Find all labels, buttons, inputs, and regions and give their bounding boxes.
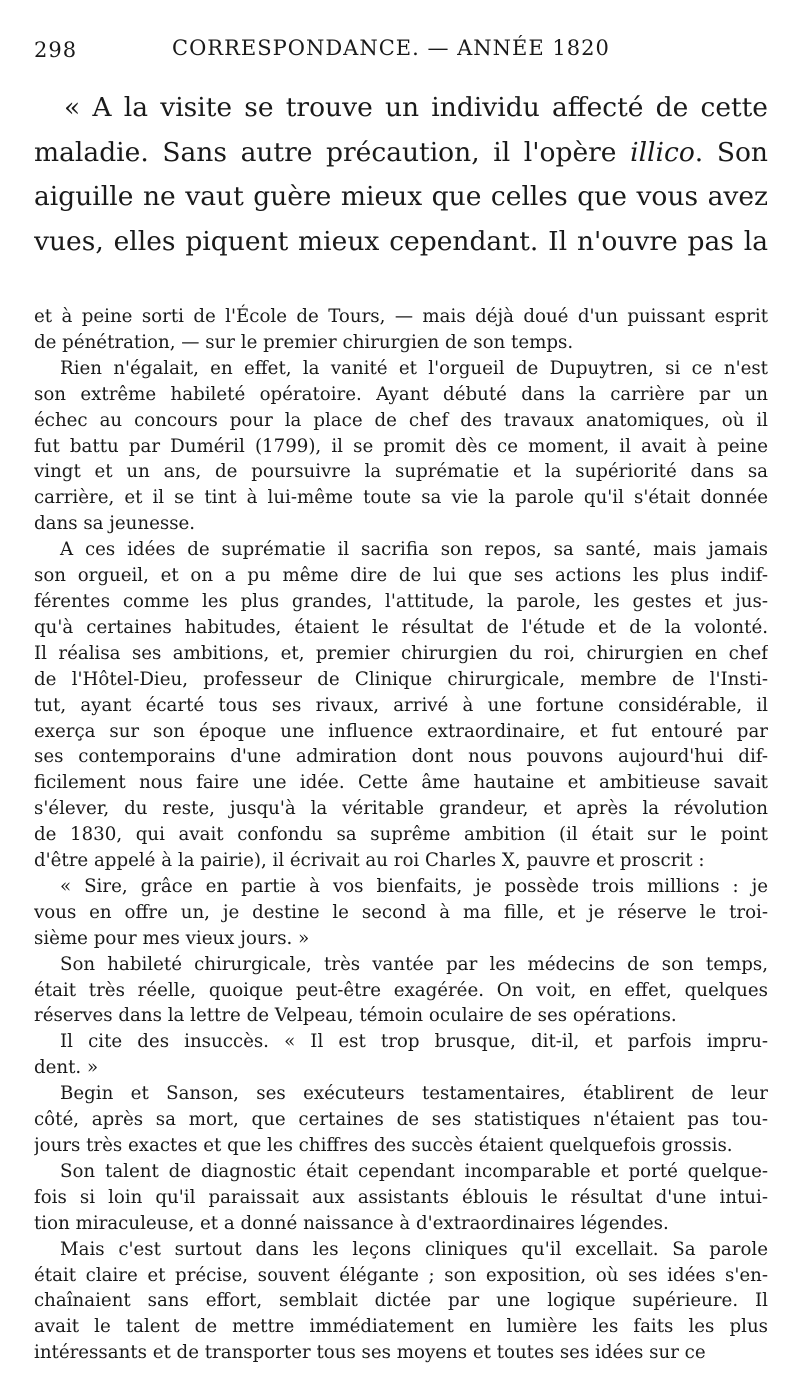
- paragraph: [34, 874, 768, 952]
- paragraph: [34, 537, 768, 874]
- text-line: A ces idées de suprématie il sacrifia son repos, sa santé, mais jamais: [60, 539, 768, 561]
- text-line: intéressants et de transporter tous ses moyens et toutes ses idées sur ce: [34, 1342, 706, 1364]
- text-line: Il réalisa ses ambitions, et, premier chirurgien du roi, chirurgien en chef: [34, 642, 768, 664]
- text-line: vous en offre un, je destine le second à ma fille, et je réserve le troi-: [34, 901, 768, 923]
- quote-line: maladie. Sans autre précaution, il l'opère illico. Son: [34, 136, 768, 168]
- text-line: était claire et précise, souvent élégante ; son exposition, où ses idées s'en-: [34, 1264, 768, 1286]
- paragraph: [34, 356, 768, 537]
- paragraph: [34, 1029, 768, 1081]
- text-line: fut battu par Duméril (1799), il se promit dès ce moment, il avait à peine: [34, 435, 768, 457]
- text-line: Son habileté chirurgicale, très vantée par les médecins de son temps,: [60, 953, 768, 975]
- text-line: son orgueil, et on a pu même dire de lui que ses actions les plus indif-: [34, 565, 768, 587]
- text-line: sième pour mes vieux jours. »: [34, 927, 310, 949]
- quote-line: aiguille ne vaut guère mieux que celles que vous avez: [34, 181, 768, 212]
- text-line: jours très exactes et que les chiffres des succès étaient quelquefois grossis.: [34, 1135, 733, 1156]
- quoted-letter-excerpt: [34, 86, 768, 264]
- text-line: fois si loin qu'il paraissait aux assistants éblouis le résultat d'une intui-: [34, 1186, 768, 1208]
- text-line: chaînaient sans effort, semblait dictée par une logique supérieure. Il: [34, 1290, 768, 1312]
- text-line: avait le talent de mettre immédiatement en lumière les faits les plus: [34, 1316, 768, 1338]
- text-line: dans sa jeunesse.: [34, 513, 196, 535]
- paragraph: [34, 952, 768, 1030]
- text-line: vingt et un ans, de poursuivre la suprématie et la supériorité dans sa: [34, 461, 768, 483]
- text-line: ses contemporains d'une admiration dont nous pouvons aujourd'hui dif-: [34, 746, 768, 768]
- text-line: Son talent de diagnostic était cependant incomparable et porté quelque-: [60, 1160, 768, 1182]
- text-line: dent. »: [34, 1057, 99, 1079]
- running-title: CORRESPONDANCE. — ANNÉE 1820: [172, 36, 610, 60]
- text-line: exerça sur son époque une influence extraordinaire, et fut entouré par: [34, 720, 768, 742]
- text-line: tion miraculeuse, et a donné naissance à d'extraordinaires légendes.: [34, 1212, 669, 1234]
- text-line: son extrême habileté opératoire. Ayant débuté dans la carrière par un: [34, 383, 768, 405]
- quote-line: « A la visite se trouve un individu affecté de cette: [64, 92, 768, 123]
- text-line: férentes comme les plus grandes, l'attitude, la parole, les gestes et jus-: [34, 590, 768, 612]
- text-line: côté, après sa mort, que certaines de ses statistiques n'étaient pas tou-: [34, 1109, 768, 1131]
- text-line: « Sire, grâce en partie à vos bienfaits, je possède trois millions : je: [60, 875, 768, 897]
- text-line: Mais c'est surtout dans les leçons cliniques qu'il excellait. Sa parole: [60, 1238, 768, 1260]
- commentary-text: [34, 304, 768, 1366]
- text-line: et à peine sorti de l'École de Tours, — mais déjà doué d'un puissant esprit: [34, 306, 768, 327]
- text-line: d'être appelé à la pairie), il écrivait au roi Charles X, pauvre et proscrit :: [34, 850, 705, 872]
- text-line: de pénétration, — sur le premier chirurgien de son temps.: [34, 331, 574, 353]
- paragraph: [34, 304, 768, 356]
- text-line: Il cite des insuccès. « Il est trop brusque, dit-il, et parfois impru-: [60, 1031, 768, 1053]
- quote-line: vues, elles piquent mieux cependant. Il n'ouvre pas la: [34, 225, 768, 257]
- text-line: de l'Hôtel-Dieu, professeur de Clinique chirurgicale, membre de l'Insti-: [34, 668, 768, 690]
- text-line: carrière, et il se tint à lui-même toute sa vie la parole qu'il s'était donnée: [34, 487, 768, 509]
- text-line: qu'à certaines habitudes, étaient le résultat de l'étude et de la volonté.: [34, 616, 768, 638]
- text-line: Begin et Sanson, ses exécuteurs testamentaires, établirent de leur: [60, 1083, 768, 1105]
- page-number: 298: [34, 38, 78, 62]
- text-line: s'élever, du reste, jusqu'à la véritable grandeur, et après la révolution: [34, 798, 768, 820]
- text-line: était très réelle, quoique peut-être exagérée. On voit, en effet, quelques: [34, 979, 768, 1001]
- text-line: ficilement nous faire une idée. Cette âme hautaine et ambitieuse savait: [34, 772, 768, 794]
- paragraph: [34, 1159, 768, 1237]
- text-line: de 1830, qui avait confondu sa suprême ambition (il était sur le point: [34, 824, 768, 846]
- text-line: échec au concours pour la place de chef des travaux anatomiques, où il: [34, 409, 768, 431]
- page-header: [34, 34, 766, 64]
- text-line: réserves dans la lettre de Velpeau, témoin oculaire de ses opérations.: [34, 1005, 677, 1027]
- text-line: Rien n'égalait, en effet, la vanité et l'orgueil de Dupuytren, si ce n'est: [60, 357, 768, 379]
- paragraph: [34, 1237, 768, 1367]
- text-line: tut, ayant écarté tous ses rivaux, arrivé à une fortune considérable, il: [34, 694, 768, 716]
- paragraph: [34, 1081, 768, 1159]
